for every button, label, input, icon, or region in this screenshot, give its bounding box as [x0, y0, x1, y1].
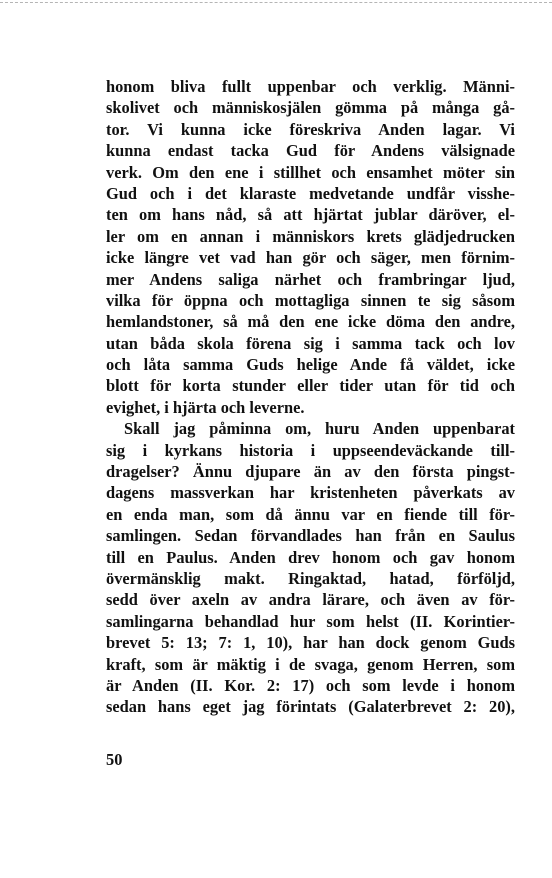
text-line: Gud och i det klaraste medvetande undfår visshe-: [106, 183, 515, 203]
text-line: övermänsklig makt. Ringaktad, hatad, förföljd,: [106, 568, 515, 588]
text-line: icke längre vet vad han gör och säger, men förnim-: [106, 248, 515, 268]
text-line: kunna endast tacka Gud för Andens välsignade: [106, 141, 515, 161]
text-line: utan båda skola förena sig i samma tack och lov: [106, 333, 515, 353]
text-line: ten om hans nåd, så att hjärtat jublar däröver, el-: [106, 205, 515, 225]
text-line: verk. Om den ene i stillhet och ensamhet möter sin: [106, 162, 515, 182]
text-line: brevet 5: 13; 7: 1, 10), har han dock genom Guds: [106, 633, 515, 653]
text-line: honom bliva fullt uppenbar och verklig. Männi-: [106, 77, 515, 96]
top-border-rule: [0, 2, 552, 3]
text-line: ler om en annan i människors krets glädjedrucken: [106, 226, 515, 246]
text-line: blott för korta stunder eller tider utan för tid och: [106, 376, 515, 396]
text-line: mer Andens saliga närhet och frambringar ljud,: [106, 269, 515, 289]
text-line: Skall jag påminna om, huru Anden uppenbarat: [124, 419, 515, 439]
text-line: kraft, som är mäktig i de svaga, genom Herren, som: [106, 654, 515, 674]
text-line: sedd över axeln av andra lärare, och även av för-: [106, 590, 515, 610]
text-line: hemlandstoner, så må den ene icke döma den andre,: [106, 312, 515, 332]
page-number: 50: [106, 750, 123, 769]
text-line: dragelser? Ännu djupare än av den första pingst-: [106, 462, 515, 482]
text-line: samlingen. Sedan förvandlades han från en Saulus: [106, 526, 515, 546]
text-line: till en Paulus. Anden drev honom och gav honom: [106, 547, 515, 567]
text-line: skolivet och människosjälen gömma på många gå-: [106, 98, 515, 118]
text-line: och låta samma Guds helige Ande få väldet, icke: [106, 355, 515, 375]
text-line: tor. Vi kunna icke föreskriva Anden lagar. Vi: [106, 119, 515, 139]
text-line: samlingarna behandlad hur som helst (II. Korintier-: [106, 611, 515, 631]
text-line: sedan hans eget jag förintats (Galaterbrevet 2: 20),: [106, 697, 515, 717]
text-line: är Anden (II. Kor. 2: 17) och som levde i honom: [106, 675, 515, 695]
text-line: vilka för öppna och mottagliga sinnen te sig såsom: [106, 290, 515, 310]
text-line: sig i kyrkans historia i uppseendeväckande till-: [106, 440, 515, 460]
body-text: [106, 76, 515, 718]
paragraph-2: [106, 418, 515, 717]
text-line: evighet, i hjärta och leverne.: [106, 397, 305, 417]
text-line: dagens massverkan har kristenheten påverkats av: [106, 483, 515, 503]
paragraph-1: [106, 76, 515, 418]
text-line: en enda man, som då ännu var en fiende till för-: [106, 504, 515, 524]
